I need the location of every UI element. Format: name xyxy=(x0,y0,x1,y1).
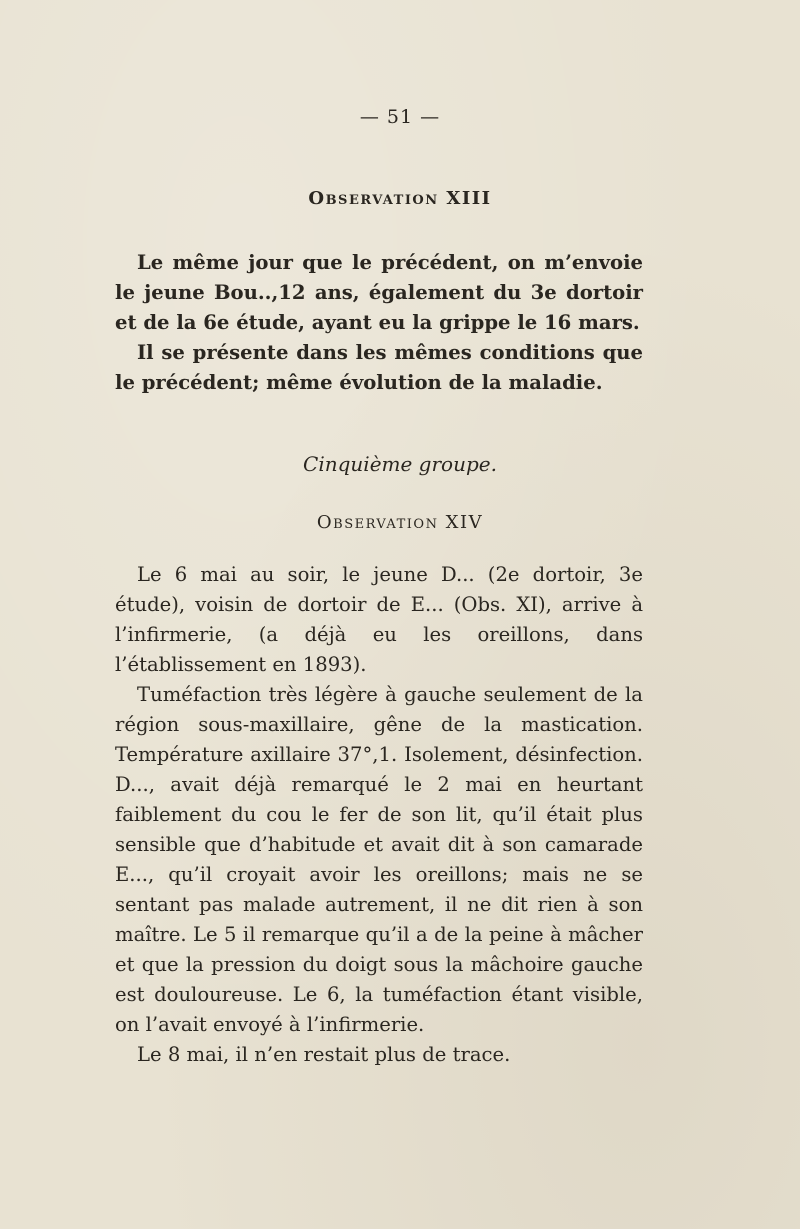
observation-14-heading: Observation XIV xyxy=(316,512,484,533)
group-title: Cinquième groupe. xyxy=(303,452,497,476)
observation-13-heading: Observation XIII xyxy=(308,188,492,209)
observation-14-text xyxy=(115,560,643,1070)
paragraph: Il se présente dans les mêmes conditions que le précédent; même évolution de la maladie. xyxy=(115,341,643,394)
paragraph: Le 6 mai au soir, le jeune D... (2e dortoir, 3e étude), voisin de dortoir de E... (Obs. XI), arrive à l’infirmerie, (a déjà eu les oreillons, dans l’établissement en 1893). xyxy=(115,563,643,676)
paragraph: Le 8 mai, il n’en restait plus de trace. xyxy=(137,1043,511,1066)
observation-13-text xyxy=(115,248,643,398)
paragraph: Tuméfaction très légère à gauche seulement de la région sous-maxillaire, gêne de la mastication. Température axillaire 37°,1. Isolement, désinfection. D..., avait déjà remarqué le 2 mai en heurtant faiblement du cou le fer de son lit, qu’il était plus sensible que d’habitude et avait dit à son camarade E..., qu’il croyait avoir les oreillons; mais ne se sentant pas malade autrement, il ne dit rien à son maître. Le 5 il remarque qu’il a de la peine à mâcher et que la pression du doigt sous la mâchoire gauche est douloureuse. Le 6, la tuméfaction étant visible, on l’avait envoyé à l’infirmerie. xyxy=(115,683,643,1036)
paragraph: Le même jour que le précédent, on m’envoie le jeune Bou..,12 ans, également du 3e dortoir et de la 6e étude, ayant eu la grippe le 16 mars. xyxy=(115,251,643,334)
page-number: — 51 — xyxy=(359,106,441,128)
